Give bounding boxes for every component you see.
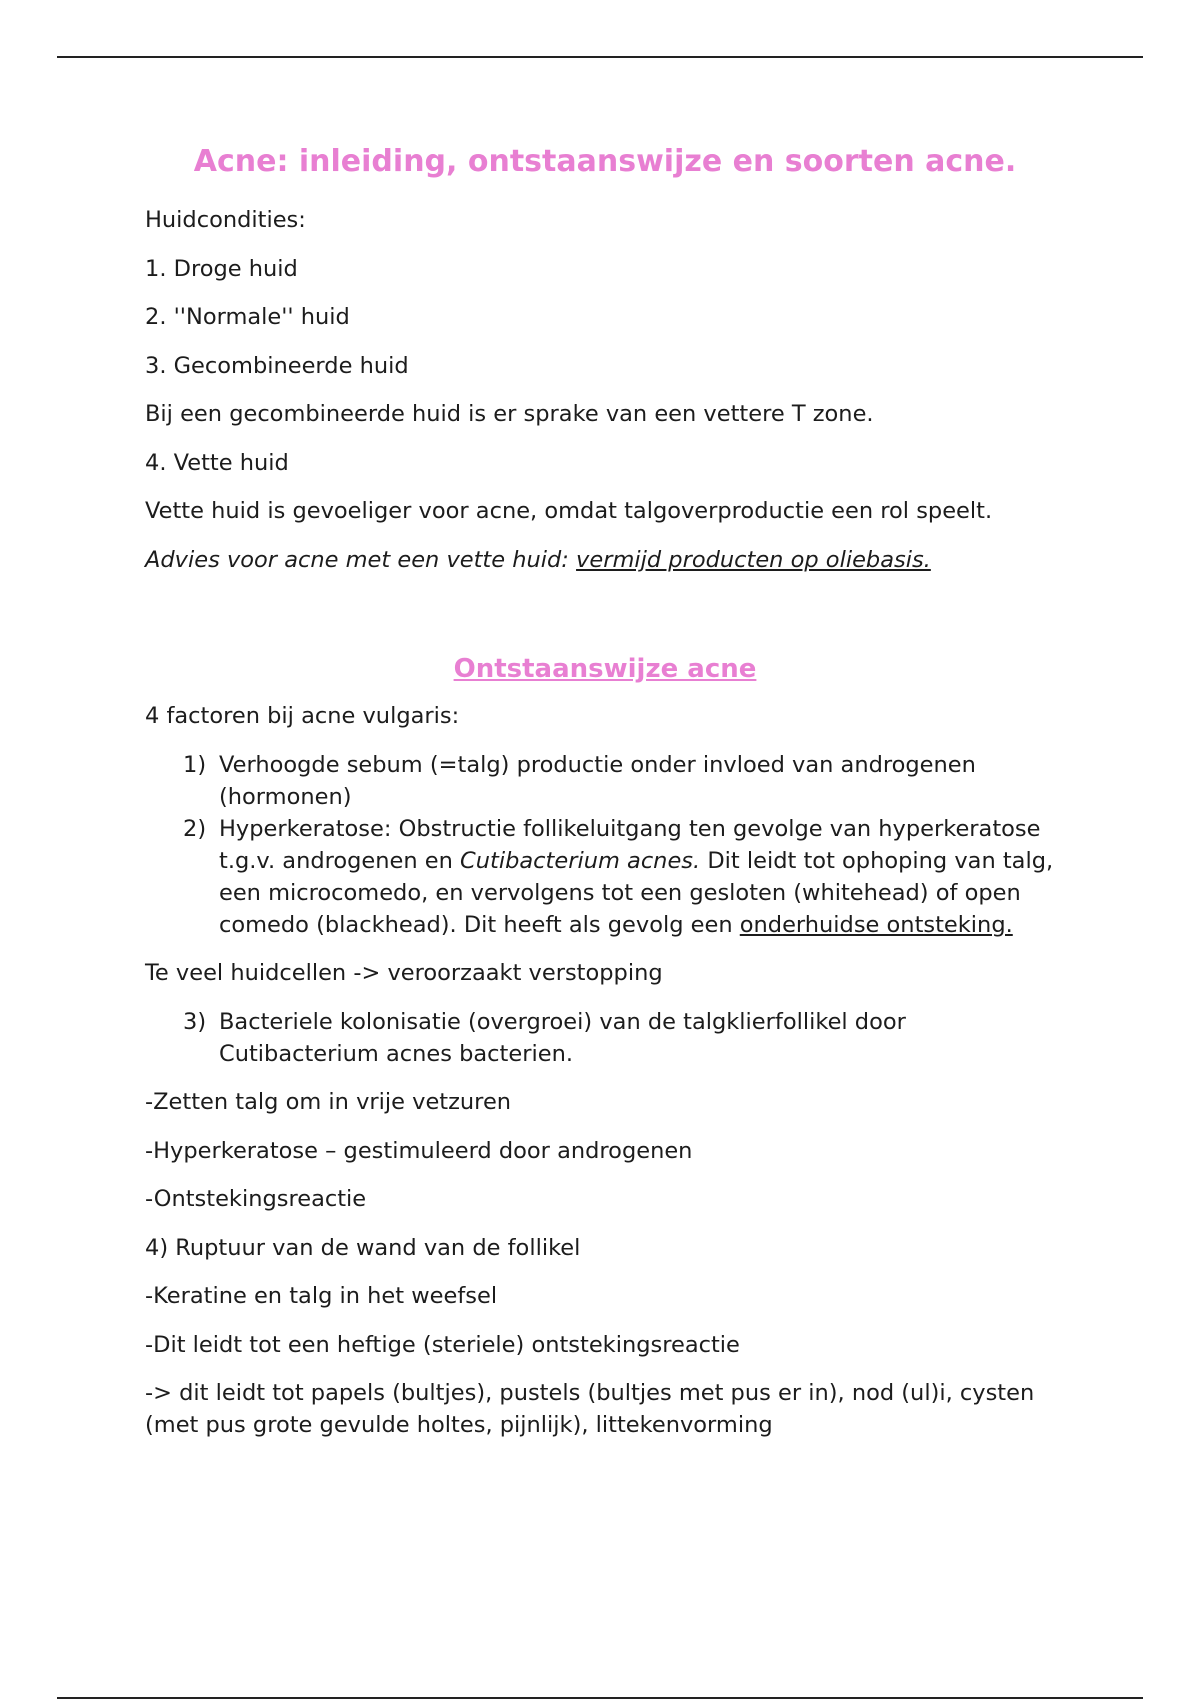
advice-lead: Advies voor acne met een vette huid: xyxy=(145,546,569,573)
factor-text-part: Dit leidt tot ophoping van talg, een microcomedo, en vervolgens tot een gesloten (whitehead) of open comedo (blackhead). Dit heeft als gevolg een xyxy=(219,847,1054,938)
skin-type-dry: 1. Droge huid xyxy=(145,255,298,282)
bullet-line: -Dit leidt tot een heftige (steriele) ontstekingsreactie xyxy=(145,1331,740,1358)
skin-type-oily: 4. Vette huid xyxy=(145,449,289,476)
section-title: Ontstaanswijze acne xyxy=(453,654,757,684)
factor-text-underline: onderhuidse ontsteking. xyxy=(739,911,1013,938)
factor-list xyxy=(145,749,1065,941)
skin-type-combination: 3. Gecombineerde huid xyxy=(145,352,409,379)
combination-note: Bij een gecombineerde huid is er sprake van een vettere T zone. xyxy=(145,401,874,427)
factor-text xyxy=(219,813,1065,941)
factor-number: 1) xyxy=(183,751,207,778)
factor-four: 4) Ruptuur van de wand van de follikel xyxy=(145,1234,581,1261)
top-rule xyxy=(57,56,1143,58)
factor-item xyxy=(145,1006,1065,1070)
skin-conditions-heading: Huidcondities: xyxy=(145,207,306,233)
factor-item xyxy=(145,813,1065,941)
document-title: Acne: inleiding, ontstaanswijze en soorten acne. xyxy=(193,144,1017,179)
factor-text-part: Hyperkeratose: Obstructie follikeluitgang ten gevolge van hyperkeratose t.g.v. androgenen en xyxy=(219,815,1041,874)
cells-note: Te veel huidcellen -> veroorzaakt verstopping xyxy=(145,960,663,986)
document-body xyxy=(145,140,1065,1458)
conclusion-line: -> dit leidt tot papels (bultjes), pustels (bultjes met pus er in), nod (ul)i, cysten (met pus grote gevulde holtes, pijnlijk), littekenvorming xyxy=(145,1380,1035,1438)
factors-intro: 4 factoren bij acne vulgaris: xyxy=(145,703,460,729)
factor-number: 2) xyxy=(183,815,207,842)
factor-list xyxy=(145,1006,1065,1070)
bullet-line: -Zetten talg om in vrije vetzuren xyxy=(145,1089,512,1115)
factor-text: Verhoogde sebum (=talg) productie onder invloed van androgenen (hormonen) xyxy=(219,751,976,810)
oily-note: Vette huid is gevoeliger voor acne, omdat talgoverproductie een rol speelt. xyxy=(145,498,993,524)
factor-number: 3) xyxy=(183,1008,207,1035)
advice-text: vermijd producten op oliebasis. xyxy=(576,546,931,573)
bullet-line: -Hyperkeratose – gestimuleerd door androgenen xyxy=(145,1137,693,1164)
advice-line xyxy=(145,544,1065,576)
factor-text-italic: Cutibacterium acnes. xyxy=(460,847,701,874)
bullet-line: -Keratine en talg in het weefsel xyxy=(145,1283,498,1309)
factor-item xyxy=(145,749,1065,813)
skin-type-normal: 2. ''Normale'' huid xyxy=(145,304,350,330)
bullet-line: -Ontstekingsreactie xyxy=(145,1186,367,1212)
factor-text: Bacteriele kolonisatie (overgroei) van de talgklierfollikel door Cutibacterium acnes bacterien. xyxy=(219,1008,906,1067)
bottom-rule xyxy=(57,1697,1143,1699)
